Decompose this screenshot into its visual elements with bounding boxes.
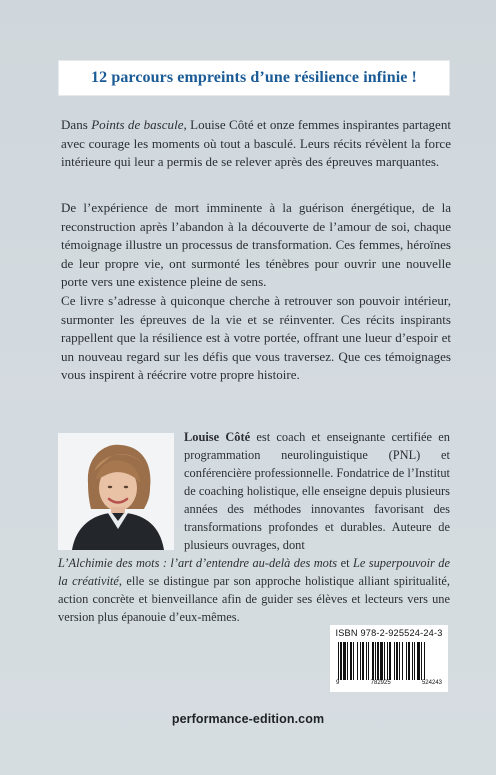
book-title-superpouvoir: Le superpouvoir de la créativité	[58, 556, 450, 588]
barcode-digits	[336, 680, 442, 686]
barcode-digit-group-2: 524243	[421, 680, 442, 686]
bio-conjunction: et	[337, 556, 353, 570]
paragraph-themes: De l’expérience de mort imminente à la guérison énergétique, de la reconstruction après l’abandon à la découverte de l’amour de soi, chaque témoignage illustre un processus de transformation. Ces femmes, héroïnes de leur propre vie, ont surmonté les ténèbres pour ouvrir une nouvelle porte vers une existence pleine de sens.	[61, 200, 451, 290]
barcode-digit-first: 9	[336, 680, 340, 686]
barcode	[330, 625, 448, 692]
book-title: Points de bascule	[91, 117, 184, 132]
book-title-alchimie: L’Alchimie des mots : l’art d’entendre au-delà des mots	[58, 556, 338, 570]
tagline-text: 12 parcours empreints d’une résilience infinie !	[91, 69, 417, 86]
publisher-website: performance-edition.com	[171, 712, 325, 726]
tagline-banner	[58, 60, 450, 96]
intro-text-start: Dans	[61, 117, 92, 132]
author-name: Louise Côté	[184, 430, 251, 444]
isbn-number: ISBN 978-2-925524-24-3	[335, 628, 443, 638]
author-photo	[58, 433, 174, 550]
barcode-bars	[338, 642, 440, 680]
paragraph-audience: Ce livre s’adresse à quiconque cherche à retrouver son pouvoir intérieur, surmonter les épreuves de la vie et se réinventer. Ces récits inspirants rappellent que la résilience est à votre portée, offrant une lueur d’espoir et un nouveau regard sur les défis que vous traversez. Que ces témoignages vous inspirent à réécrire votre propre histoire.	[61, 293, 451, 383]
barcode-digit-group-1: 782925	[370, 680, 391, 686]
paragraph-intro	[61, 116, 451, 172]
intro-text-end: , Louise Côté et onze femmes inspirantes partagent avec courage les moments où tout a basculé. Leurs récits révèlent la force intérieure qui leur a permis de se relever après des épreuves marquantes.	[61, 117, 451, 170]
author-bio-bottom	[58, 554, 450, 626]
author-bio-text: est coach et enseignante certifiée en programmation neurolinguistique (PNL) et conférencière professionnelle. Fondatrice de l’Institut de coaching holistique, elle enseigne depuis plusieurs années des méthodes innovantes favorisant des transformations profondes et durables. Auteure de plusieurs ouvrages, dont	[184, 430, 450, 552]
author-bio-top	[184, 428, 450, 554]
author-bio-end: , elle se distingue par son approche holistique alliant spiritualité, action concrète et bienveillance afin de guider ses élèves et lecteurs vers une version plus épanouie d’eux-mêmes.	[58, 574, 450, 624]
